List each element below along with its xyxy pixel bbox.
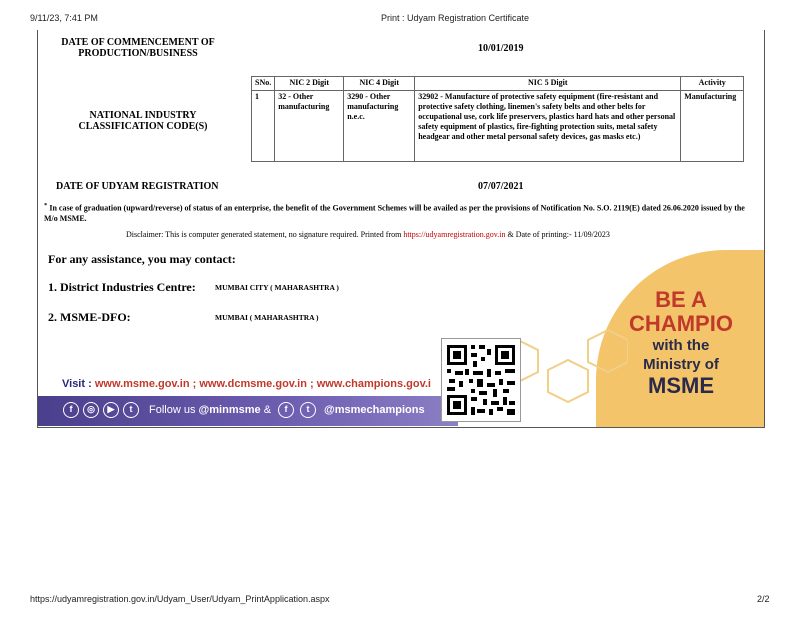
col-nic2: NIC 2 Digit (275, 77, 344, 91)
nic-table (251, 76, 744, 162)
youtube-icon[interactable]: ▶ (103, 402, 119, 418)
disclaimer-link[interactable]: https://udyamregistration.gov.in (403, 230, 506, 239)
dic-value: MUMBAI CITY ( MAHARASHTRA ) (215, 283, 339, 292)
col-activity: Activity (681, 77, 744, 91)
cell-activity: Manufacturing (681, 91, 744, 162)
visit-links (62, 378, 431, 390)
twitter-icon[interactable]: t (300, 402, 316, 418)
promo-line3: with the (652, 337, 710, 354)
col-sno: SNo. (252, 77, 275, 91)
promo-line4: Ministry of (643, 356, 719, 373)
follow-text (149, 404, 271, 416)
handle-msmechampions[interactable]: @msmechampions (324, 404, 425, 416)
cell-nic5: 32902 - Manufacture of protective safety equipment (fire-resistant and protective safety clothing, linemen's safety belts and other belts for occupational use, cork life preservers, plastics hard hats and other personal safety equipment of plastics, fire-fighting protection suits, metal safety headgear and other metal personal safety devices, gas masks etc.) (415, 91, 681, 162)
cell-nic2: 32 - Other manufacturing (275, 91, 344, 162)
disclaimer-suffix: & Date of printing:- 11/09/2023 (507, 230, 610, 239)
follow-prefix: Follow us (149, 404, 196, 416)
instagram-icon[interactable]: ◎ (83, 402, 99, 418)
registration-value: 07/07/2021 (478, 181, 524, 192)
promo-line2: CHAMPIO (629, 311, 733, 336)
nic-label: NATIONAL INDUSTRY CLASSIFICATION CODE(S) (78, 110, 208, 132)
facebook-icon[interactable]: f (63, 402, 79, 418)
twitter-icon[interactable]: t (123, 402, 139, 418)
dfo-label: 2. MSME-DFO: (48, 310, 131, 324)
table-row (252, 91, 744, 162)
nic-table-header-row (252, 77, 744, 91)
note-text: In case of graduation (upward/reverse) of status of an enterprise, the benefit of the Government Schemes will be availed as per the provisions of Notification No. S.O. 2119(E) dated 26.06.2020 issued by the M/o MSME. (44, 203, 745, 223)
note-star: * (44, 202, 48, 209)
disclaimer (126, 230, 610, 239)
cell-sno: 1 (252, 91, 275, 162)
commencement-value: 10/01/2019 (478, 43, 524, 54)
print-title: Print : Udyam Registration Certificate (381, 13, 530, 23)
follow-text-2 (324, 404, 425, 416)
follow-band (38, 396, 458, 426)
visit-urls[interactable]: www.msme.gov.in ; www.dcmsme.gov.in ; www.champions.gov.i (94, 378, 431, 390)
champions-promo (601, 288, 761, 398)
promo-line5: MSME (648, 373, 714, 398)
visit-label: Visit : (62, 378, 92, 390)
assistance-heading: For any assistance, you may contact: (48, 252, 236, 266)
print-datetime: 9/11/23, 7:41 PM (30, 13, 98, 23)
registration-label: DATE OF UDYAM REGISTRATION (56, 181, 219, 192)
print-url: https://udyamregistration.gov.in/Udyam_User/Udyam_PrintApplication.aspx (30, 594, 330, 604)
graduation-note (44, 201, 758, 224)
facebook-icon[interactable]: f (278, 402, 294, 418)
qr-code (441, 338, 521, 422)
col-nic5: NIC 5 Digit (415, 77, 681, 91)
print-page-number: 2/2 (757, 594, 770, 604)
commencement-label: DATE OF COMMENCEMENT OF PRODUCTION/BUSINESS (61, 37, 215, 59)
disclaimer-prefix: Disclaimer: This is computer generated statement, no signature required. Printed from (126, 230, 402, 239)
promo-line1: BE A (655, 287, 707, 312)
dic-label: 1. District Industries Centre: (48, 280, 196, 294)
follow-amp: & (263, 404, 272, 416)
cell-nic4: 3290 - Other manufacturing n.e.c. (344, 91, 415, 162)
col-nic4: NIC 4 Digit (344, 77, 415, 91)
handle-minmsme[interactable]: @minmsme (198, 404, 261, 416)
qr-code-icon (442, 339, 520, 421)
certificate-page (37, 30, 765, 428)
dfo-value: MUMBAI ( MAHARASHTRA ) (215, 313, 319, 322)
